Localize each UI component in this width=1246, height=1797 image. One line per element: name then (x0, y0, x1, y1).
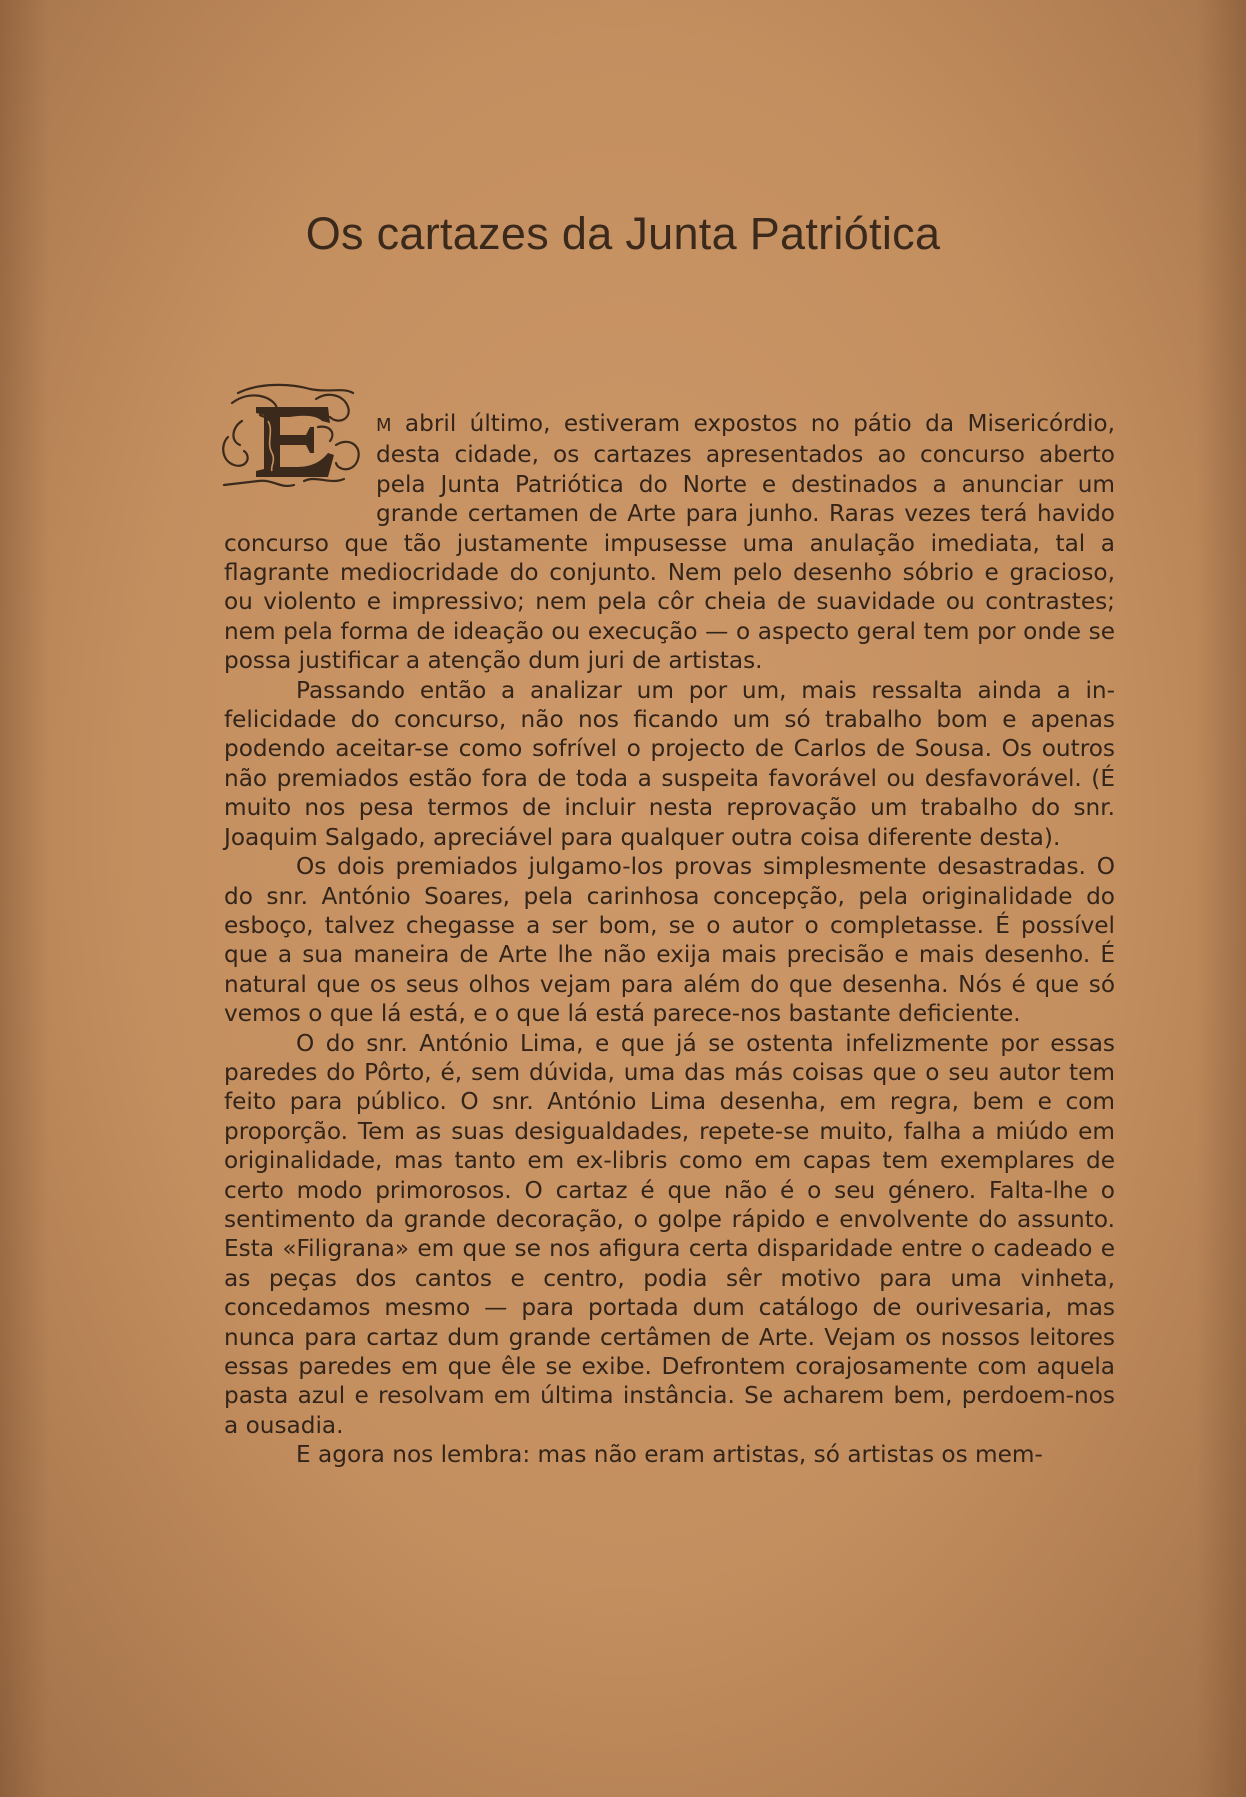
drop-cap-ornament-icon (218, 381, 368, 503)
article-title: Os cartazes da Junta Patriótica (305, 208, 941, 259)
paragraph-2: Passando então a analizar um por um, mais ressalta ainda a infelicidade do concurso, não nos ficando um só trabalho bom e apenas podendo aceitar-se como sofrível o projecto de Carlos de Sousa. Os outros não premiados estão fora de toda a suspeita favorável ou desfavorável. (É muito nos pesa termos de incluir nesta reprovação um trabalho do snr. Joaquim Salgado, apreciável para qualquer outra coisa diferente desta). (224, 676, 1115, 851)
article-body (224, 409, 1115, 1470)
paragraph-1 (224, 409, 1115, 676)
opening-word-rest: M (376, 415, 392, 436)
paragraph-1-text: abril último, estiveram expostos no pátio da Misericórdio, desta cidade, os cartazes apresentados ao concurso aberto pela Junta Patriótica do Norte e destinados a anunciar um grande certamen de Arte para junho. Raras vezes terá havido concurso que tão justamente impusesse uma anulação imediata, tal a flagrante mediocridade do conjunto. Nem pelo desenho sóbrio e gracioso, ou violento e impressivo; nem pela côr cheia de suavidade ou contrastes; nem pela forma de ideação ou execução — o aspecto geral tem por onde se possa justificar a atenção dum juri de artistas. (224, 410, 1115, 675)
ornamental-drop-cap-e (218, 381, 368, 503)
paragraph-3: Os dois premiados julgamo-los provas simplesmente desastradas. O do snr. António Soares, pela carinhosa concepção, pela originalidade do esboço, talvez chegasse a ser bom, se o autor o completasse. É possível que a sua maneira de Arte lhe não exija mais precisão e mais desenho. É natural que os seus olhos vejam para além do que desenha. Nós é que só vemos o que lá está, e o que lá está parece-nos bastante deficiente. (224, 853, 1115, 1028)
paragraph-4: O do snr. António Lima, e que já se ostenta infelizmente por essas paredes do Pôrto, é, sem dúvida, uma das más coisas que o seu autor tem feito para público. O snr. António Lima desenha, em regra, bem e com proporção. Tem as suas desigualdades, repete-se muito, falha a miúdo em originalidade, mas tanto em ex-libris como em capas tem exemplares de certo modo primorosos. O cartaz é que não é o seu género. Falta-lhe o sentimento da grande decoração, o golpe rápido e envolvente do assunto. Esta «Filigrana» em que se nos afigura certa disparidade entre o cadeado e as peças dos cantos e centro, podia sêr motivo para uma vinheta, concedamos mesmo — para portada dum catálogo de ourivesaria, mas nunca para cartaz dum grande certâmen de Arte. Vejam os nossos leitores essas paredes em que êle se exibe. Defrontem corajosamente com aquela pasta azul e resolvam em última instância. Se acharem bem, perdoem-nos a ousadia. (224, 1029, 1115, 1439)
paragraph-5: E agora nos lembra: mas não eram artistas, só artistas os mem- (296, 1441, 1043, 1469)
